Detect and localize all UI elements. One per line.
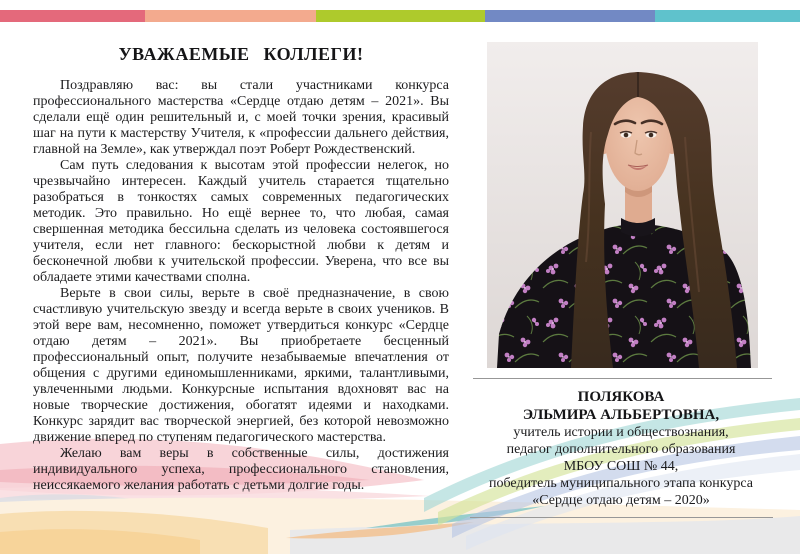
- bar-segment-blue: [485, 10, 655, 22]
- top-color-bar: [0, 10, 800, 22]
- greeting-column: [33, 44, 449, 494]
- bar-segment-green: [316, 10, 485, 22]
- teacher-school: МБОУ СОШ № 44,: [563, 459, 679, 474]
- bar-segment-rose: [0, 10, 145, 22]
- teacher-role-1: учитель истории и обществознания,: [513, 425, 729, 440]
- bar-segment-salmon: [145, 10, 316, 22]
- teacher-caption: [466, 388, 776, 509]
- teacher-surname: ПОЛЯКОВА: [577, 389, 665, 405]
- greeting-paragraph-3: Верьте в свои силы, верьте в своё предназначение, в свою счастливую учительскую звезду и всегда верьте в своих учеников. В этой вере вам, несомненно, поможет утвердиться конкурс «Сердце отдаю детям – 2021». Вы приобретаете бесценный профессиональный опыт, получите незабываемые впечатления от общения с другими единомышленниками, яркими, талантливыми, увлеченными людьми. Конкурсные испытания вдохновят вас на новые творческие достижения, обогатят идеями и находками. Конкурс зарядит вас творческой энергией, без которой невозможно движение вперед по ступеням педагогического мастерства.: [33, 286, 449, 445]
- greeting-paragraph-4: Желаю вам веры в собственные силы, достижения индивидуального успеха, профессионального становления, неиссякаемого желания работать с детьми долгие годы.: [33, 446, 449, 493]
- caption-top-divider: [473, 378, 772, 379]
- teacher-award-1: победитель муниципального этапа конкурса: [488, 476, 753, 491]
- teacher-portrait-photo: [487, 42, 758, 368]
- greeting-paragraph-1: Поздравляю вас: вы стали участниками конкурса профессионального мастерства «Сердце отдаю детям – 2021». Вы сделали ещё один решительный и, с моей точки зрения, красивый шаг на пути к мастерству Учителя, к «профессии дальнего действия, главной на Земле», как утверждал поэт Роберт Рождественский.: [33, 78, 449, 157]
- caption-bottom-divider: [470, 517, 773, 518]
- greeting-paragraph-2: Сам путь следования к высотам этой профессии нелегок, но чрезвычайно интересен. Каждый учитель старается тщательно разобраться в тонкостях самых современных педагогических методик. Это правильно. Но ещё вернее то, что любая, самая свершенная методика бессильна сделать из человека состоявшегося учителя, если нет главного: бескорыстной любви к детям и бесконечной любви к учительской профессии. Уверена, что все вы обладаете этими качествами сполна.: [33, 158, 449, 285]
- page-title: УВАЖАЕМЫЕ КОЛЛЕГИ!: [118, 44, 364, 64]
- teacher-role-2: педагог дополнительного образования: [506, 442, 736, 457]
- teacher-award-2: «Сердце отдаю детям – 2020»: [532, 493, 710, 508]
- teacher-given-name: ЭЛЬМИРА АЛЬБЕРТОВНА,: [522, 407, 720, 423]
- bar-segment-teal: [655, 10, 800, 22]
